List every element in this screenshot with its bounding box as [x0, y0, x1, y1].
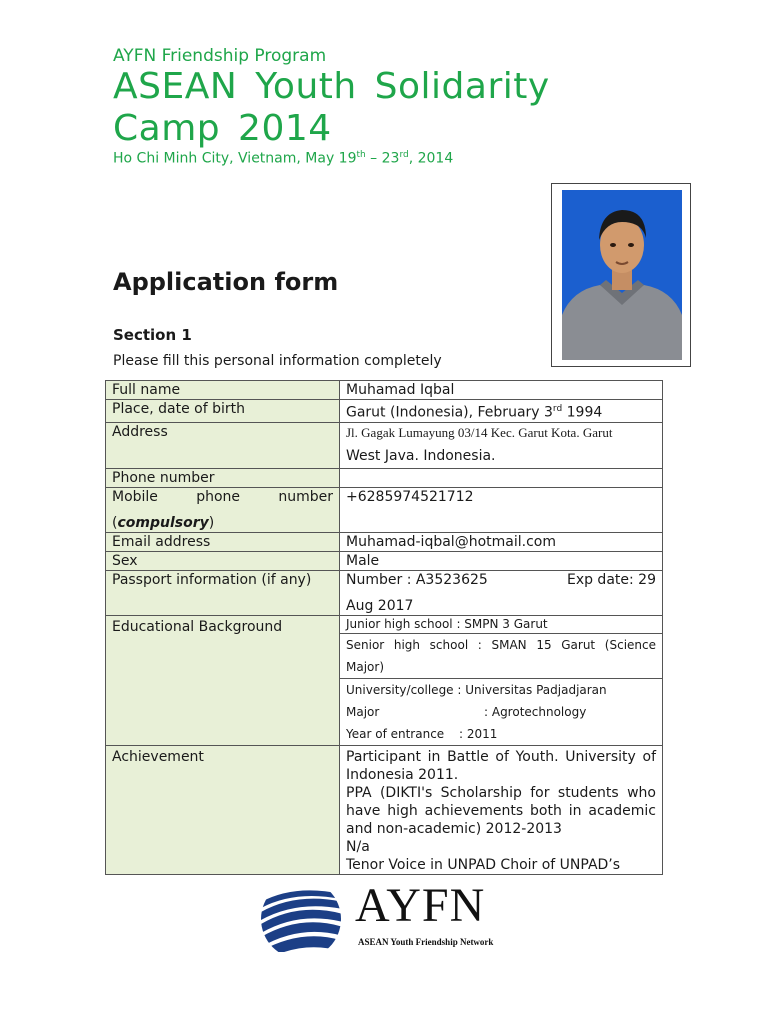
- value-achievement[interactable]: Participant in Battle of Youth. University of Indonesia 2011. PPA (DIKTI's Scholarship for students who have high achievements both in academic and non-academic) 2012-2013 N/a Tenor Voice in UNPAD Choir of UNPAD’s: [340, 745, 663, 874]
- table-row: [106, 400, 663, 423]
- value-sex[interactable]: Male: [340, 551, 663, 570]
- label-education: Educational Background: [106, 615, 340, 745]
- table-row: [106, 551, 663, 570]
- label-achievement: Achievement: [106, 745, 340, 874]
- value-birth[interactable]: Garut (Indonesia), February 3rd 1994: [340, 400, 663, 423]
- education-senior: Senior high school : SMAN 15 Garut (Science Major): [340, 633, 662, 678]
- form-title: Application form: [113, 268, 339, 296]
- label-mobile: Mobile phone number (compulsory): [106, 487, 340, 532]
- table-row: [106, 532, 663, 551]
- program-name: AYFN Friendship Program: [113, 46, 327, 66]
- table-row: [106, 381, 663, 400]
- section-heading: Section 1: [113, 326, 192, 344]
- value-full-name[interactable]: Muhamad Iqbal: [340, 381, 663, 400]
- applicant-photo-frame: [551, 183, 691, 367]
- applicant-photo: [562, 190, 682, 360]
- camp-title: ASEAN Youth Solidarity Camp 2014: [113, 66, 550, 149]
- education-junior: Junior high school : SMPN 3 Garut: [346, 616, 548, 631]
- form-instruction: Please fill this personal information completely: [113, 353, 442, 369]
- label-full-name: Full name: [106, 381, 340, 400]
- label-email: Email address: [106, 532, 340, 551]
- personal-info-table: [105, 380, 663, 875]
- label-phone: Phone number: [106, 468, 340, 487]
- table-row: [106, 487, 663, 532]
- label-sex: Sex: [106, 551, 340, 570]
- value-passport[interactable]: Number : A3523625 Exp date: 29 Aug 2017: [340, 570, 663, 615]
- label-address: Address: [106, 422, 340, 468]
- logo-name: AYFN: [355, 879, 486, 932]
- table-row: [106, 468, 663, 487]
- label-birth: Place, date of birth: [106, 400, 340, 423]
- value-address[interactable]: Jl. Gagak Lumayung 03/14 Kec. Garut Kota. Garut West Java. Indonesia.: [340, 422, 663, 468]
- venue-dates: Ho Chi Minh City, Vietnam, May 19th – 23rd, 2014: [113, 150, 454, 167]
- label-passport: Passport information (if any): [106, 570, 340, 615]
- value-mobile[interactable]: +6285974521712: [340, 487, 663, 532]
- table-row: [106, 570, 663, 615]
- table-row: [106, 422, 663, 468]
- education-university: University/college : Universitas Padjadjaran Major : Agrotechnology Year of entrance : 2011: [340, 678, 662, 745]
- value-phone[interactable]: [340, 468, 663, 487]
- value-email[interactable]: Muhamad-iqbal@hotmail.com: [340, 532, 663, 551]
- logo-tagline: ASEAN Youth Friendship Network: [358, 937, 494, 947]
- table-row: [106, 615, 663, 745]
- table-row: [106, 745, 663, 874]
- value-education[interactable]: [340, 615, 663, 745]
